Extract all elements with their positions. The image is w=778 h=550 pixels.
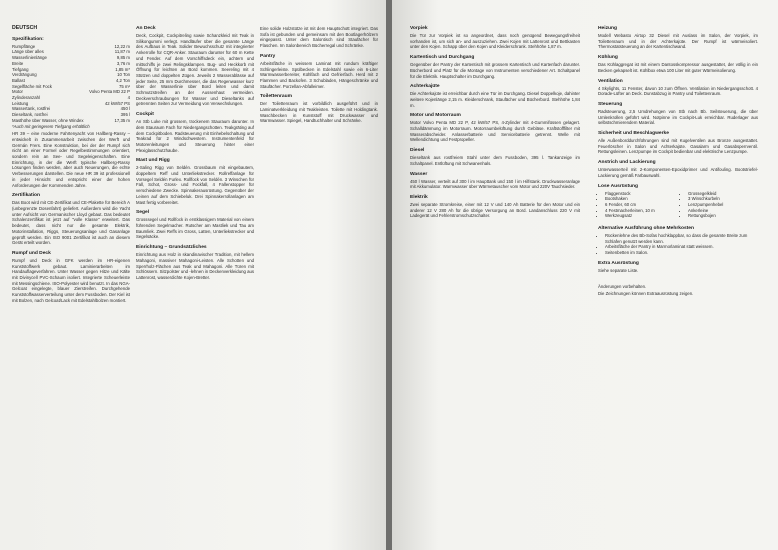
footer-note-2: Die Zeichnungen können Extraausrüstung zeigen.: [598, 291, 694, 297]
left-page: [0, 0, 386, 550]
spec-label: Motor: [12, 89, 23, 95]
sicherheit-heading: Sicherheit und Beschlagwerke: [598, 131, 669, 137]
segel-text: Grosssegel und Rollfock in erstklassigem Material von einem führenden Segelmacher. Rutscher am Mastliek und Tau am Baumliek. Zwei Reffs im Gross, Latten, Unterliekstrecker und Segelsäcke.: [136, 217, 254, 240]
spec-value: 3,76 m: [116, 60, 130, 66]
spec-value: 11,87 m: [114, 49, 130, 55]
lose-heading: Lose Ausrüstung: [598, 183, 639, 189]
vorpiek-text: Die Tür zur Vorpiek ist so angeordnet, dass noch genügend Bewegungsfreiheit vorhanden ist, um sich an- und auszuziehen. Zwei Kojen mit Lattenrost und Bettkasten unter den Kojen. Schapp über den Kojen und Kleiderschrank. Stehhöhe 1,87 m.: [410, 33, 580, 50]
alternative-heading: Alternative Ausführung ohne Mehrkosten: [598, 226, 695, 232]
spec-label: Zylinderanzahl: [12, 95, 40, 101]
diesel-text: Dieseltank aus rostfreiem Stahl unter dem Fussboden, 395 l. Tankanzeige im Schaltpanel. Entlüftung mit Schwanenhals.: [410, 155, 580, 166]
lose-item: • Werkzeugsatz: [605, 213, 675, 219]
spec-table: [12, 44, 130, 124]
heizung-heading: Heizung: [598, 26, 618, 31]
lose-item: • Bootshaken: [605, 196, 675, 202]
spec-value: 1,85 m*: [115, 66, 130, 72]
segel-heading: Segel: [136, 210, 150, 216]
kuehlung-heading: Kühlung: [598, 55, 618, 61]
toilet-text: Der Toilettenraum ist vorbildlich ausgeführt und in Laminatverkleidung mit Teakleisten. Toilette mit Holdingtank. Waschbecken in Kunststoff mit Druckwasser und Warmwasser. Spiegel, Handtuchhalter und Schränke.: [260, 101, 378, 124]
spec-label: Leistung: [12, 100, 29, 106]
lose-lists: [598, 191, 758, 222]
spec-label: Ballast: [12, 77, 25, 83]
spec-value: 12,22 m: [114, 43, 130, 49]
toilet-heading: Toilettenraum: [260, 94, 292, 100]
wasser-text: 450 l Wasser, verteilt auf 300 l im Haupttank und 150 l im Hilfstank. Druckwasseranlage mit Akkumulator. Warmwasser über Wärmetauscher vom Motor und 220V Tauchsieder.: [410, 178, 580, 190]
lose-item: • Lenzpumpenhebel: [688, 202, 758, 208]
salon-text: Eine solide Holzstütze ist mit dem Hauptschott integriert. Das Sofa ist gebunden und gemeinsam mit den Bootlagerhölzern eingepasst. Unter dem Salontisch sind Staufächer für Flaschen. Im Salonbereich Bücherregal und Schränke.: [260, 26, 378, 49]
zert-heading: Zertifikation: [12, 193, 40, 199]
right-column-2: [598, 26, 758, 299]
left-column-1: [12, 26, 130, 306]
spec-label: Wasserlinienlänge: [12, 55, 47, 61]
ventilation-text: 4 Skylights, 11 Fenster, davon 10 zum Öffnen. Ventilation im Niedergangsschott. 4 Dorade-Lüfter an Deck. Dunstabzug in Pantry und Toilettenraum.: [598, 85, 758, 97]
alternative-item: • Rückenlehne des Bb-Sofas hochklappbar, so dass die gesamte Breite zum Schlafen genutzt werden kann.: [605, 233, 758, 244]
cockpit-heading: Cockpit: [136, 112, 154, 118]
motor-heading: Motor und Motorraum: [410, 113, 461, 119]
elektrik-text: Zwei separate Stromkreise, einer mit 12 V und 140 Ah Batterie für den Motor und ein anderer 12 V 280 Ah für die übrige Versorgung an Bord. Landanschluss 220 V mit Ladegerät und Fehlerstromschutzschalter.: [410, 201, 580, 219]
rumpf-text: Rumpf und Deck in GFK werden im HR-eigenen Kunststoffwerk gebaut. Laminierarbeiten im Handauflageverfahren. Unter Wasser gegen Hitze und Kälte mit Divinycell PVC-Schaum isoliert. Integrierte Scheuerleiste mit Messingschiene. ISO-Polyester wird benutzt. In das NGA-Gelcoat eingelegte, blauer Zierstreifen. Durchgehende Kunststoffwasserverteilung unter dem Fussboden. Der Kiel ist mit Bolzen, nach Gelcoat/Lack mit Edelstahlbolzen montiert.: [12, 257, 130, 303]
zert-text: Das Boot wird mit CE-Zertifikat und CE-Plakette für Bereich A (unbegrenzte Dosenfahrt) geliefert. Außerdem wird die Yacht unter Aufsicht von Germanischer Lloyd gebaut. Das bedeutet Schalenzertifikat ist jetzt auf "volle Klasse" erweitert. Das bedeutet, dass nicht nur die gesamte Elektrik, Motorinstallation, Riggs, Steuerungsanlage und Gasanlage geprüft werden. Ein ISO 9001 Zertifikat ist auch an diesem Gerät erteilt worden.: [12, 200, 130, 246]
spec-value: 9,85 m: [116, 55, 130, 61]
language-heading: DEUTSCH: [12, 25, 38, 31]
spec-label: Wassertank, rostfrei: [12, 106, 51, 112]
lose-item: • Grossegelkleid: [688, 191, 758, 197]
achterkajuete-text: Die Achterkajüte ist erreichbar durch eine Tür im Durchgang. Diesel Doppelkoje, dahinter weitere Kojenlänge 2,15 m. Kleiderschrank, Staufächer und Bücherbord. Stehhöhe 1,84 m.: [410, 91, 580, 108]
intro-text: HR 39 – eine moderne Fahrtenyacht von Hallberg-Rassy – entwickelt in Zusammenarbeit zwischen der Werft und Germán Frers. Eine Konstruktion, bei der der Rumpf sich nicht an einer Formel oder Regelbestimmungen orientiert, sondern rein an See- und Segeleigenschaften. Eine Einrichtung, in der die Werft typische Hallberg-Rassy Lösungen finden werden, aber auch Neuerungen, die echte Verbesserungen darstellen. Die neue HR 39 ist professionell in jeder Hinsicht und entspricht einer der hohen Anforderungen der Kommenden Jahre.: [12, 131, 130, 188]
einrichtung-text: Einrichtung aus Holz in skandinavischer Tradition, mit hellem Mahagoni, massiver Mahagoni-Leisten. Alle Schotten und Sperrholz-Flächen aus Teak und Mahagoni. Alle Türen mit Schlössern. Sitzpolster und -lehnen in Deckenverkleidung aus Lattenrost, wasserdichte Kojen-Bretter.: [136, 252, 254, 280]
spec-note: *Auch mit geringerem Tiefgang erhältlich: [12, 123, 90, 129]
extra-heading: Extra Ausrüstung: [598, 260, 639, 266]
footer-note-1: Änderungen vorbehalten.: [598, 283, 647, 289]
mast-heading: Mast und Rigg: [136, 158, 170, 164]
spec-label: Masthöhe über Wasser, ohne Windex: [12, 117, 84, 123]
diesel-heading: Diesel: [410, 148, 425, 154]
spec-label: Breite: [12, 60, 24, 66]
spec-label: Dieseltank, rostfrei: [12, 112, 48, 118]
spec-value: 4,2 Ton: [115, 77, 130, 83]
alternative-list: [598, 233, 758, 256]
left-column-3: [260, 26, 378, 126]
lose-list-left: [598, 191, 675, 220]
lose-item: • Flaggenstock: [605, 191, 675, 197]
steuerung-heading: Steuerung: [598, 101, 623, 107]
lose-item: • 3 Winschkurbeln: [688, 196, 758, 202]
spec-label: Segelfläche mit Fock: [12, 83, 52, 89]
ventilation-heading: Ventilation: [598, 78, 623, 84]
spec-label: Länge über alles: [12, 49, 44, 55]
elektrik-heading: Elektrik: [410, 194, 428, 200]
vorpiek-heading: Vorpiek: [410, 26, 428, 31]
wasser-heading: Wasser: [410, 171, 428, 177]
spec-value: 10 Ton: [117, 72, 130, 78]
spec-label: Rumpflänge: [12, 43, 36, 49]
spec-label: Verdrängung: [12, 72, 37, 78]
alternative-item: • Arbeitsfläche der Pantry in Marmorlaminat statt weissem.: [605, 244, 758, 250]
achterkajuete-heading: Achterkajüte: [410, 84, 440, 90]
spec-value: 450 l: [120, 106, 130, 112]
extra-text: Siehe separate Liste.: [598, 267, 639, 273]
mast-text: 2-Saling Rigg von Seldén. Grossbaum mit eingebautem, doppeltem Reff und Unterliekstrecker. Rollreffanlage für Vorsegel Seldén Furlex. Rollfock von Seldén. 3 Winschen für Fall, Schot, Gross- und Fockfall, 4 Fallenstopper für verschiedene Zwecke. Spinnakerausrüstung. Gegenüber der Leinen auf dem Schiebeluk. Drei Spinnakerrollanlagen am Mast fertig vorbereitet.: [136, 165, 254, 205]
right-page: [392, 0, 778, 550]
lose-item: • Ankerleine: [688, 208, 758, 214]
heizung-text: Modell Webasto Airtop 32 Diesel mit Auslass im Salon, der Vorpiek, im Toilettenraum und in der Achterkajüte. Der Rumpf ist wärmeisoliert. Thermostatsteuerung an der Kartentischwand.: [598, 33, 758, 50]
deck-heading: An Deck: [136, 26, 156, 31]
right-column-1: [410, 26, 580, 221]
lose-item: • 6 Fender, 60 cm: [605, 202, 675, 208]
cockpit-text: An Stb Luke mit grossem, trockenem Stauraum darunter. In dem Stauraum Fach für Niedergangschotten. Teakgräting auf dem Cockpitboden. Radsteuerung mit Einhebelschaltung und Teakrad für 2 Windschwestern. Instrumentenfeld für Motorenleitungen und Steuerung hinter einer Plexiglasschutzhaube.: [136, 119, 254, 153]
anstrich-heading: Anstrich und Lackierung: [598, 160, 656, 166]
einrichtung-heading: Einrichtung – Grundsätzliches: [136, 245, 207, 251]
spec-value: 75 m²: [119, 83, 130, 89]
spec-value: Volvo Penta MD 22 P: [89, 89, 130, 95]
spec-value: 17,35 m: [114, 117, 130, 123]
left-column-2: [136, 26, 254, 283]
anstrich-text: Unterwasserteil mit 2-Komponenten-Epoxidprimer und Antifouling. Bootstriefel-Lackierung gemäß Farbauswahl.: [598, 167, 758, 178]
sicherheit-text: Alle Außenborddurchführungen sind mit Kugelventilen aus Bronze ausgestattet. Feuerlöscher in Salon und Achterkajüte. Gasalarm und Gasabsperrventil. Rettungsleinen. Lenzpumpe im Cockpit bedienbar und elektrische Lenzpumpe.: [598, 138, 758, 155]
kartentisch-text: Gegenüber der Pantry der Kartentisch mit grossem Kartentisch und Kartenfach darunter. Bücherbord und Platz für die Montage von Instrumenten verschiedener Art. Schaltpanel für die Elektrik. Hauptschalter im Durchgang.: [410, 62, 580, 79]
lose-list-right: [681, 191, 758, 220]
deck-text: Deck, Cockpit, Cockpitreling sowie Schanzkleid mit Teak in Silikongummi verlegt. Handläufer über die gesamte Länge des Aufbaus in Teak. Solider Bewuchsschutz mit integrierter Ankerrolle für CQR-Anker. Stauraum darunter für 60 m Kette und Fender. Auf dem Vorschiffsdeck ein, achtern und mittschiffs je zwei Relingsklampen. Bug- und Heckkorb mit Öffnung für leichten an Bord kommen. Seereling mit 4 Stützen und doppelten Zügen. Jeweils 2 Wasserablässe auf jeder Seite, 25 mm Durchmesser, die das Regenwasser kurz über der Wasserlinie über Bord leiten und damit Schmutzstreifen an der Aussenhaut vermeiden. Deckverschraubungen für Wasser und Dieseltanks auf getrennten Seiten zur Vermeidung von Verwechslungen.: [136, 33, 254, 107]
spec-value: 4: [127, 95, 130, 101]
lose-item: • 4 Festmacherleinen, 10 m: [605, 208, 675, 214]
spec-value: 42 kW/57 PS: [104, 100, 130, 106]
steuerung-text: Radsteuerung, 2,5 Umdrehungen von Stb nach Bb. Seilsteuerung, die über Umlenkrollen geführt wird. Notpinne im Cockpit-Luk erreichbar. Ruderlager aus selbstschmierendem Material.: [598, 108, 758, 126]
spec-heading: Spezifikation:: [12, 36, 44, 42]
pantry-text: Arbeitsfläche in weissem Laminat mit rundum kräftiger Schlingerleiste. Spülbecken in Edelstahl sowie ein 6-Liter Warmwasserbereiter, Kühlfach und Gefrierfach. Herd mit 2 Flammen und Backofen. 3 Schubladen, Hängeschränke und Staufächer. Porzellan-Abfalleimer.: [260, 60, 378, 89]
spec-value: 395 l: [120, 112, 130, 118]
rumpf-heading: Rumpf und Deck: [12, 250, 51, 256]
pantry-heading: Pantry: [260, 53, 276, 59]
kuehlung-text: Das Kühlaggregat ist mit einem Dantosskompressor ausgestattet, der völlig in ein Becken gekapselt ist. Kühlbox etwa 100 Liter mit guter Wärmeisolierung.: [598, 62, 758, 73]
kartentisch-heading: Kartentisch und Durchgang: [410, 55, 475, 61]
lose-item: • Rettungsbojen: [688, 213, 758, 219]
motor-text: Motor Volvo Penta MD 22 P, 42 kW/57 PS, 4-Zylinder mit 4-Gummifüssen gelagert. Schalldämmung im Motorraum. Motorraumbelüftung durch Gebläse. Kraftstofffilter mit Wasserabscheider. Anlasserbatterie und Servicebatterie getrennt. Welle mit Wellendichtung und Festpropeller.: [410, 120, 580, 143]
spec-label: Tiefgang: [12, 66, 29, 72]
alternative-item: • Seitenbetten im Salon.: [605, 250, 758, 256]
